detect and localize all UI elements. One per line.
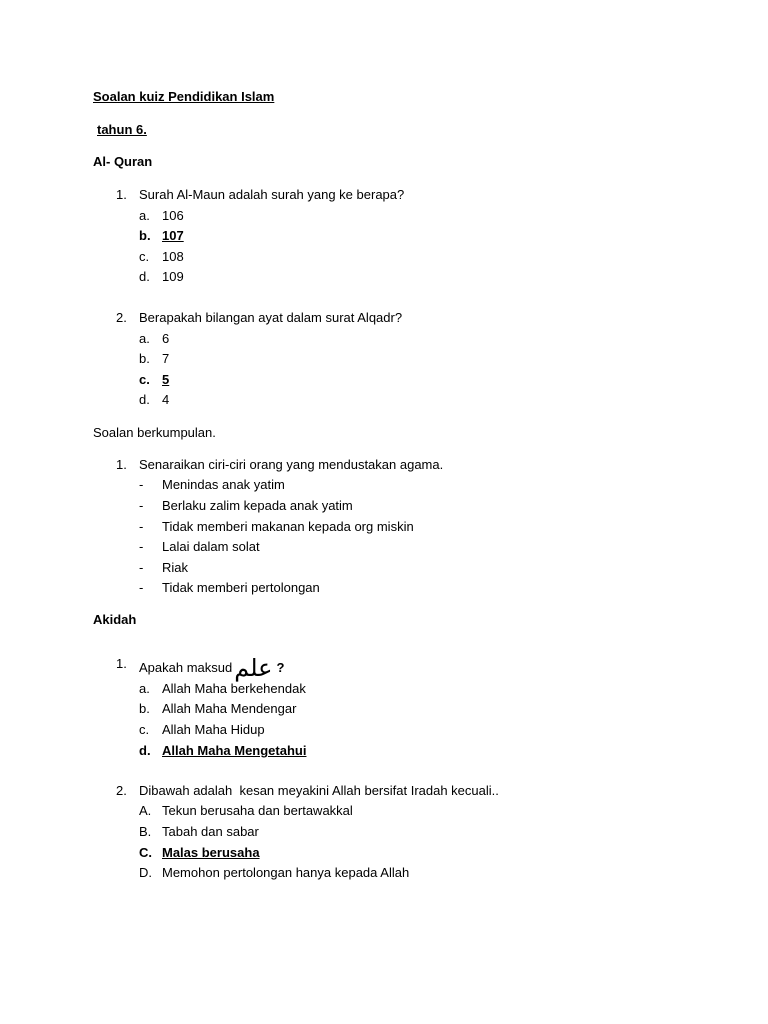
question-number: 2. bbox=[116, 783, 127, 798]
option-letter: d. bbox=[139, 392, 150, 407]
option-letter: c. bbox=[139, 722, 150, 737]
list-item-text: Tidak memberi makanan kepada org miskin bbox=[162, 519, 414, 534]
option-letter: a. bbox=[139, 331, 150, 346]
option-text: 6 bbox=[162, 331, 170, 346]
list-bullet: - bbox=[139, 539, 144, 554]
option-letter: A. bbox=[139, 803, 152, 818]
option-letter: c. bbox=[139, 372, 150, 387]
option-letter: d. bbox=[139, 269, 150, 284]
option-text-answer: Malas berusaha bbox=[162, 845, 260, 860]
question-number: 1. bbox=[116, 656, 127, 671]
list-item-text: Riak bbox=[162, 560, 189, 575]
question-text: Dibawah adalah kesan meyakini Allah bersifat Iradah kecuali.. bbox=[139, 783, 499, 798]
option-letter: C. bbox=[139, 845, 152, 860]
list-item-text: Tidak memberi pertolongan bbox=[162, 580, 320, 595]
option-letter: d. bbox=[139, 743, 151, 758]
question-text: Senaraikan ciri-ciri orang yang mendustakan agama. bbox=[139, 457, 444, 472]
document-subtitle: tahun 6. bbox=[97, 122, 147, 137]
option-text: Memohon pertolongan hanya kepada Allah bbox=[162, 865, 410, 880]
option-text: 7 bbox=[162, 351, 170, 366]
option-text: 106 bbox=[162, 208, 184, 223]
section-heading-berkumpulan: Soalan berkumpulan. bbox=[93, 425, 216, 440]
option-text: Tekun berusaha dan bertawakkal bbox=[162, 803, 353, 818]
question-number: 1. bbox=[116, 187, 127, 202]
option-text: 4 bbox=[162, 392, 170, 407]
option-letter: c. bbox=[139, 249, 150, 264]
question-text: Surah Al-Maun adalah surah yang ke berapa? bbox=[139, 187, 405, 202]
option-text: Allah Maha Hidup bbox=[162, 722, 265, 737]
option-letter: b. bbox=[139, 228, 151, 243]
option-text: 109 bbox=[162, 269, 184, 284]
question-text-before: Apakah maksud bbox=[139, 660, 233, 675]
option-text: 108 bbox=[162, 249, 184, 264]
list-bullet: - bbox=[139, 498, 144, 513]
option-text-answer: 5 bbox=[162, 372, 170, 387]
section-heading-alquran: Al- Quran bbox=[93, 154, 153, 169]
option-letter: a. bbox=[139, 681, 150, 696]
option-text: Allah Maha berkehendak bbox=[162, 681, 306, 696]
question-number: 1. bbox=[116, 457, 127, 472]
option-text: Tabah dan sabar bbox=[162, 824, 259, 839]
option-letter: b. bbox=[139, 701, 150, 716]
option-letter: b. bbox=[139, 351, 150, 366]
option-text-answer: 107 bbox=[162, 228, 184, 243]
list-item-text: Menindas anak yatim bbox=[162, 477, 285, 492]
question-mark: ? bbox=[276, 660, 285, 675]
arabic-word: علم bbox=[234, 654, 273, 682]
list-bullet: - bbox=[139, 580, 144, 595]
question-text bbox=[139, 656, 284, 680]
section-heading-akidah: Akidah bbox=[93, 612, 137, 627]
option-letter: D. bbox=[139, 865, 152, 880]
list-bullet: - bbox=[139, 519, 144, 534]
list-item-text: Berlaku zalim kepada anak yatim bbox=[162, 498, 353, 513]
list-bullet: - bbox=[139, 477, 144, 492]
question-text: Berapakah bilangan ayat dalam surat Alqadr? bbox=[139, 310, 403, 325]
option-text: Allah Maha Mendengar bbox=[162, 701, 297, 716]
list-bullet: - bbox=[139, 560, 144, 575]
document-title: Soalan kuiz Pendidikan Islam bbox=[93, 89, 275, 104]
option-letter: a. bbox=[139, 208, 150, 223]
option-text-answer: Allah Maha Mengetahui bbox=[162, 743, 307, 758]
option-letter: B. bbox=[139, 824, 152, 839]
list-item-text: Lalai dalam solat bbox=[162, 539, 260, 554]
question-number: 2. bbox=[116, 310, 127, 325]
